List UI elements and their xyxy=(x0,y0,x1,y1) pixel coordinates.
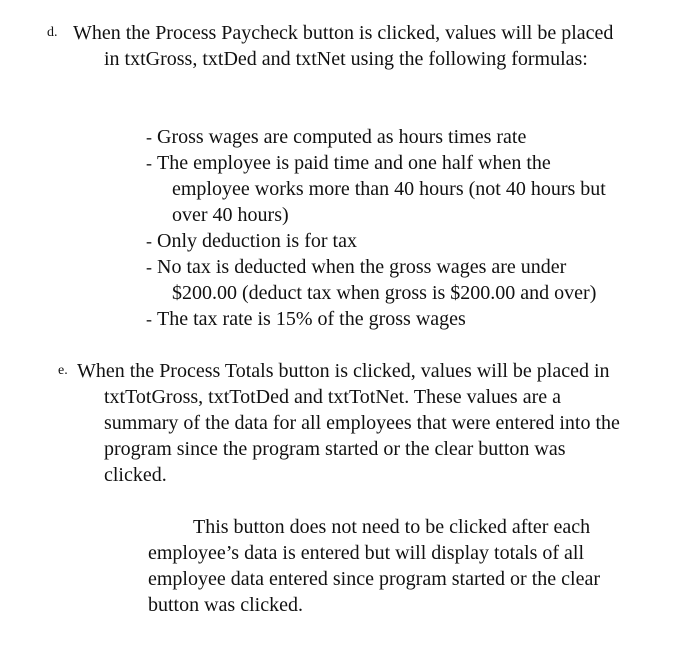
item-e-text-line: clicked. xyxy=(104,464,167,486)
bullet-dash: - xyxy=(146,257,152,277)
bullet-dash: - xyxy=(146,153,152,173)
item-e-text-line: txtTotGross, txtTotDed and txtTotNet. These values are a xyxy=(104,386,561,408)
item-d-text-line: When the Process Paycheck button is clicked, values will be placed xyxy=(73,22,614,44)
bullet-text-line: The employee is paid time and one half when the xyxy=(157,152,551,174)
note-text-line: This button does not need to be clicked after each xyxy=(193,516,591,538)
note-text-line: button was clicked. xyxy=(148,594,303,616)
note-text-line: employee’s data is entered but will display totals of all xyxy=(148,542,585,564)
bullet-text-line: employee works more than 40 hours (not 40 hours but xyxy=(172,178,606,200)
note-text-line: employee data entered since program started or the clear xyxy=(148,568,601,590)
item-d-marker: d. xyxy=(47,25,58,40)
bullet-text-line: Only deduction is for tax xyxy=(157,230,357,252)
bullet-dash: - xyxy=(146,231,152,251)
bullet-text-line: over 40 hours) xyxy=(172,204,289,226)
item-e-text-line: program since the program started or the clear button was xyxy=(104,438,566,460)
bullet-text-line: No tax is deducted when the gross wages are under xyxy=(157,256,567,278)
item-d-text-line: in txtGross, txtDed and txtNet using the following formulas: xyxy=(104,48,588,70)
bullet-dash: - xyxy=(146,309,152,329)
bullet-text-line: Gross wages are computed as hours times rate xyxy=(157,126,527,148)
item-e-marker: e. xyxy=(58,363,68,378)
bullet-text-line: The tax rate is 15% of the gross wages xyxy=(157,308,466,330)
item-e-text-line: summary of the data for all employees that were entered into the xyxy=(104,412,620,434)
bullet-text-line: $200.00 (deduct tax when gross is $200.00 and over) xyxy=(172,282,597,304)
item-e-text-line: When the Process Totals button is clicked, values will be placed in xyxy=(77,360,610,382)
bullet-dash: - xyxy=(146,127,152,147)
